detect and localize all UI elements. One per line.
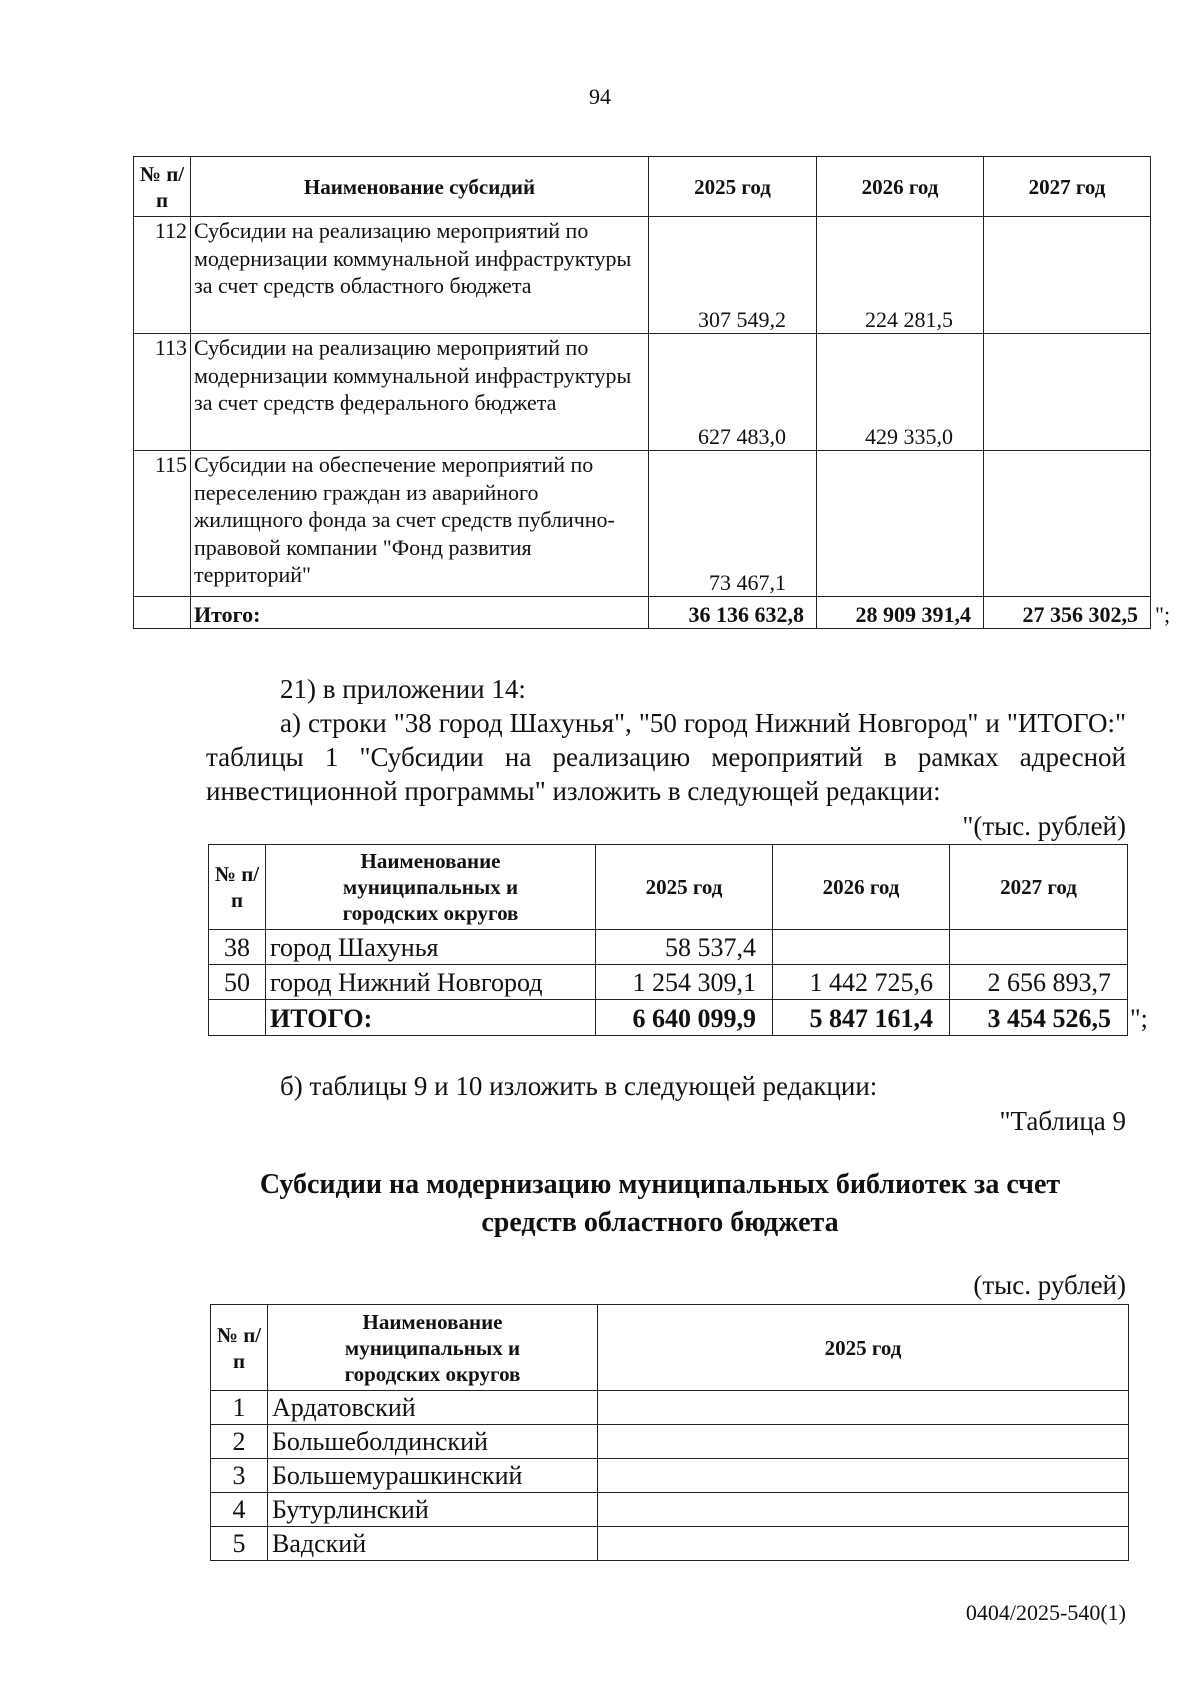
- table-row: [134, 334, 1151, 451]
- heading-line-2: средств областного бюджета: [481, 1207, 839, 1238]
- row-num: 5: [211, 1527, 268, 1561]
- row-2025: 627 483,0: [649, 334, 817, 451]
- table-row: [211, 1459, 1129, 1493]
- row-name: город Шахунья: [266, 930, 596, 965]
- table-row: [134, 217, 1151, 334]
- total-2026: 28 909 391,4: [817, 597, 984, 629]
- units-label-2: (тыс. рублей): [973, 1270, 1126, 1300]
- total-label: Итого:: [191, 597, 649, 629]
- row-2026: [773, 930, 950, 965]
- col-header-2025: 2025 год: [649, 157, 817, 217]
- col-header-num: № п/п: [211, 1305, 268, 1391]
- table-heading: [160, 1166, 1160, 1242]
- closing-quote: ";: [1130, 1004, 1148, 1033]
- row-2026: 1 442 725,6: [773, 965, 950, 1000]
- closing-quote: ";: [1155, 602, 1171, 627]
- row-num: 3: [211, 1459, 268, 1493]
- item-21: 21) в приложении 14:: [280, 674, 526, 704]
- item-a: а) строки "38 город Шахунья", "50 город Нижний Новгород" и "ИТОГО:" таблицы 1 "Субсидии на реализацию мероприятий в рамках адресной инвестиционной программы" изложить в следующей редакции:: [206, 708, 1126, 806]
- row-2025: 307 549,2: [649, 217, 817, 334]
- table-row: [211, 1493, 1129, 1527]
- row-num: 115: [134, 451, 191, 597]
- row-name: город Нижний Новгород: [266, 965, 596, 1000]
- row-num: 112: [134, 217, 191, 334]
- row-2025: 58 537,4: [596, 930, 773, 965]
- col-header-2026: 2026 год: [773, 845, 950, 930]
- col-header-num: № п/п: [209, 845, 266, 930]
- row-2025: [598, 1459, 1129, 1493]
- page-number: 94: [589, 84, 611, 109]
- table-row: [211, 1391, 1129, 1425]
- table-row: [209, 930, 1128, 965]
- col-header-name: Наименование субсидий: [191, 157, 649, 217]
- row-name: Вадский: [268, 1527, 598, 1561]
- col-header-num: № п/п: [134, 157, 191, 217]
- total-2026: 5 847 161,4: [773, 1000, 950, 1036]
- table-label: "Таблица 9: [999, 1106, 1126, 1136]
- row-name: Бутурлинский: [268, 1493, 598, 1527]
- row-2025: [598, 1425, 1129, 1459]
- table-row: [134, 451, 1151, 597]
- row-name: Субсидии на обеспечение мероприятий по переселению граждан из аварийного жилищного фонда за счет средств публично-правовой компании "Фонд развития территорий": [191, 451, 649, 597]
- subsidies-table: [133, 156, 1151, 629]
- total-row: [134, 597, 1151, 629]
- row-2025: [598, 1493, 1129, 1527]
- row-name: Большеболдинский: [268, 1425, 598, 1459]
- row-num: 38: [209, 930, 266, 965]
- row-num: 4: [211, 1493, 268, 1527]
- item-b: б) таблицы 9 и 10 изложить в следующей редакции:: [280, 1071, 878, 1101]
- row-2026: 224 281,5: [817, 217, 984, 334]
- row-num: 113: [134, 334, 191, 451]
- col-header-name: Наименование муниципальных и городских округов: [266, 845, 596, 930]
- heading-line-1: Субсидии на модернизацию муниципальных библиотек за счет: [259, 1169, 1061, 1200]
- table-row: [211, 1425, 1129, 1459]
- total-row: [209, 1000, 1128, 1036]
- document-code: 0404/2025-540(1): [965, 1600, 1126, 1625]
- row-name: Субсидии на реализацию мероприятий по модернизации коммунальной инфраструктуры за счет средств областного бюджета: [191, 217, 649, 334]
- total-2027: 27 356 302,5: [984, 597, 1151, 629]
- row-2025: [598, 1391, 1129, 1425]
- row-num: 1: [211, 1391, 268, 1425]
- row-name: Субсидии на реализацию мероприятий по модернизации коммунальной инфраструктуры за счет средств федерального бюджета: [191, 334, 649, 451]
- row-2027: [984, 451, 1151, 597]
- row-name: Большемурашкинский: [268, 1459, 598, 1493]
- col-header-2026: 2026 год: [817, 157, 984, 217]
- col-header-2025: 2025 год: [598, 1305, 1129, 1391]
- row-2025: 73 467,1: [649, 451, 817, 597]
- row-2026: [817, 451, 984, 597]
- col-header-name: Наименование муниципальных и городских округов: [268, 1305, 598, 1391]
- row-name: Ардатовский: [268, 1391, 598, 1425]
- row-2027: [950, 930, 1128, 965]
- col-header-2027: 2027 год: [950, 845, 1128, 930]
- libraries-table: [210, 1304, 1129, 1561]
- total-2025: 6 640 099,9: [596, 1000, 773, 1036]
- col-header-2025: 2025 год: [596, 845, 773, 930]
- row-num: 50: [209, 965, 266, 1000]
- table-row: [209, 965, 1128, 1000]
- row-2027: [984, 217, 1151, 334]
- row-2026: 429 335,0: [817, 334, 984, 451]
- row-2025: [598, 1527, 1129, 1561]
- table-row: [211, 1527, 1129, 1561]
- row-2027: [984, 334, 1151, 451]
- aip-table: [208, 844, 1128, 1036]
- total-2027: 3 454 526,5: [950, 1000, 1128, 1036]
- row-2027: 2 656 893,7: [950, 965, 1128, 1000]
- units-label: "(тыс. рублей): [962, 811, 1126, 841]
- col-header-2027: 2027 год: [984, 157, 1151, 217]
- row-num: 2: [211, 1425, 268, 1459]
- total-label: ИТОГО:: [266, 1000, 596, 1036]
- row-2025: 1 254 309,1: [596, 965, 773, 1000]
- total-2025: 36 136 632,8: [649, 597, 817, 629]
